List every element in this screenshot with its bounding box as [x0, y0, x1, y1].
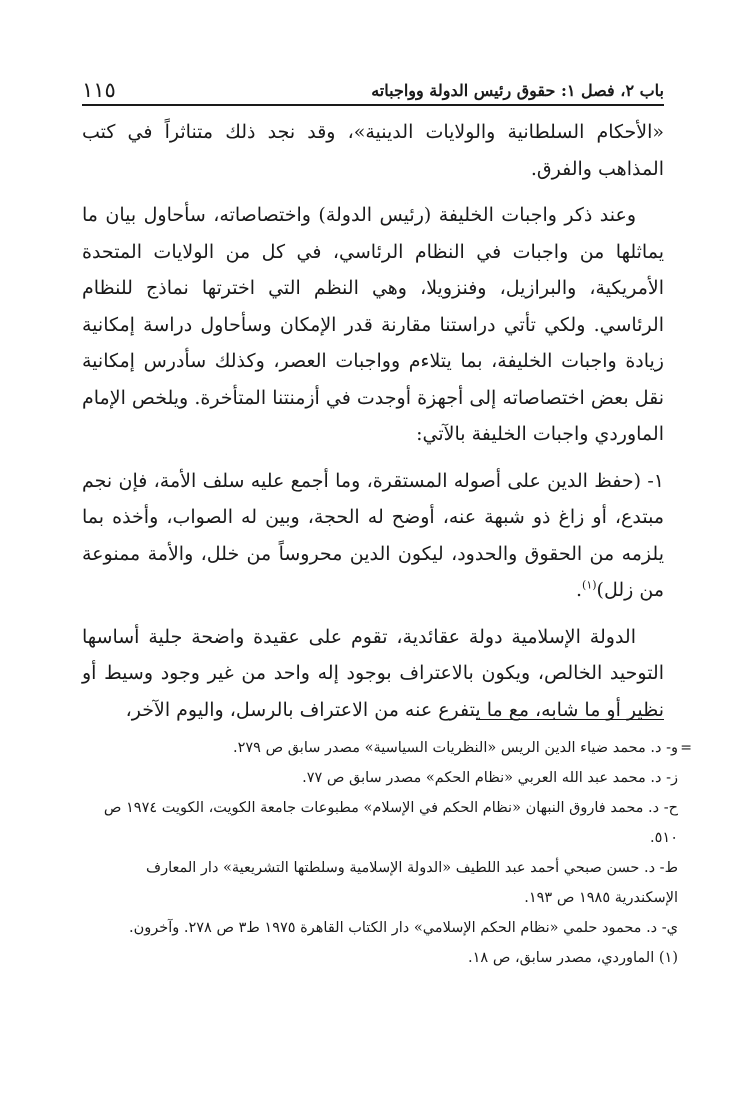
- footnote-separator: [476, 719, 664, 720]
- footnotes: [82, 733, 692, 973]
- footnote-reference: (١): [582, 578, 597, 592]
- paragraph-3: الدولة الإسلامية دولة عقائدية، تقوم على عقيدة واضحة جلية أساسها التوحيد الخالص، ويكون بالاعتراف بوجود إله واحد من غير وجود وسيط أو نظير أو ما شابه، مع ما يتفرع عنه من الاعتراف بالرسل، واليوم الآخر،: [82, 625, 664, 721]
- footnote-item: ي- د. محمود حلمي «نظام الحكم الإسلامي» دار الكتاب القاهرة ١٩٧٥ ط٣ ص ٢٧٨. وآخرون.: [128, 920, 678, 936]
- footnote-item: ز- د. محمد عبد الله العربي «نظام الحكم» مصدر سابق ص ٧٧.: [302, 770, 678, 786]
- footnote-item: ط- د. حسن صبحي أحمد عبد اللطيف «الدولة الإسلامية وسلطتها التشريعية» دار المعارف الإسكندرية ١٩٨٥ ص ١٩٣.: [146, 860, 678, 906]
- paragraph-1: «الأحكام السلطانية والولايات الدينية»، وقد نجد ذلك متناثراً في كتب المذاهب والفرق.: [82, 121, 664, 180]
- list-item-1-end: .: [575, 579, 583, 601]
- footnote-item: ح- د. محمد فاروق النبهان «نظام الحكم في الإسلام» مطبوعات جامعة الكويت، الكويت ١٩٧٤ ص ٥١٠.: [103, 800, 678, 846]
- main-text: [82, 114, 664, 728]
- chapter-title: باب ٢، فصل ١: حقوق رئيس الدولة وواجباته: [371, 81, 664, 100]
- paragraph-2: وعند ذكر واجبات الخليفة (رئيس الدولة) واختصاصاته، سأحاول بيان ما يماثلها من واجبات في النظام الرئاسي، في كل من الولايات المتحدة الأمريكية، والبرازيل، وفنزويلا، وهي النظم التي اخترتها نماذج للنظام الرئاسي. ولكي تأتي دراستنا مقارنة قدر الإمكان وسأحاول دراسة إمكانية زيادة واجبات الخليفة، بما يتلاءم وواجبات العصر، وكذلك سأدرس إمكانية نقل بعض اختصاصاته إلى أجهزة أوجدت في أزمنتنا المتأخرة. ويلخص الإمام الماوردي واجبات الخليفة بالآتي:: [82, 204, 664, 445]
- list-item-1-text: ١- (حفظ الدين على أصوله المستقرة، وما أجمع عليه سلف الأمة، فإن نجم مبتدع، أو زاغ ذو شبهة عنه، أوضح له الحجة، وبين له الصواب، وأخذه بما يلزمه من الحقوق والحدود، ليكون الدين محروساً من خلل، والأمة ممنوعة من زلل): [82, 469, 664, 601]
- page-number: ١١٥: [82, 78, 116, 102]
- footnote-item: و- د. محمد ضياء الدين الريس «النظريات السياسية» مصدر سابق ص ٢٧٩.: [232, 740, 678, 756]
- continuation-marker: =: [680, 740, 692, 756]
- footnote-1: (١) الماوردي، مصدر سابق، ص ١٨.: [468, 950, 678, 966]
- list-item-1: [82, 463, 664, 609]
- running-header: [82, 70, 664, 106]
